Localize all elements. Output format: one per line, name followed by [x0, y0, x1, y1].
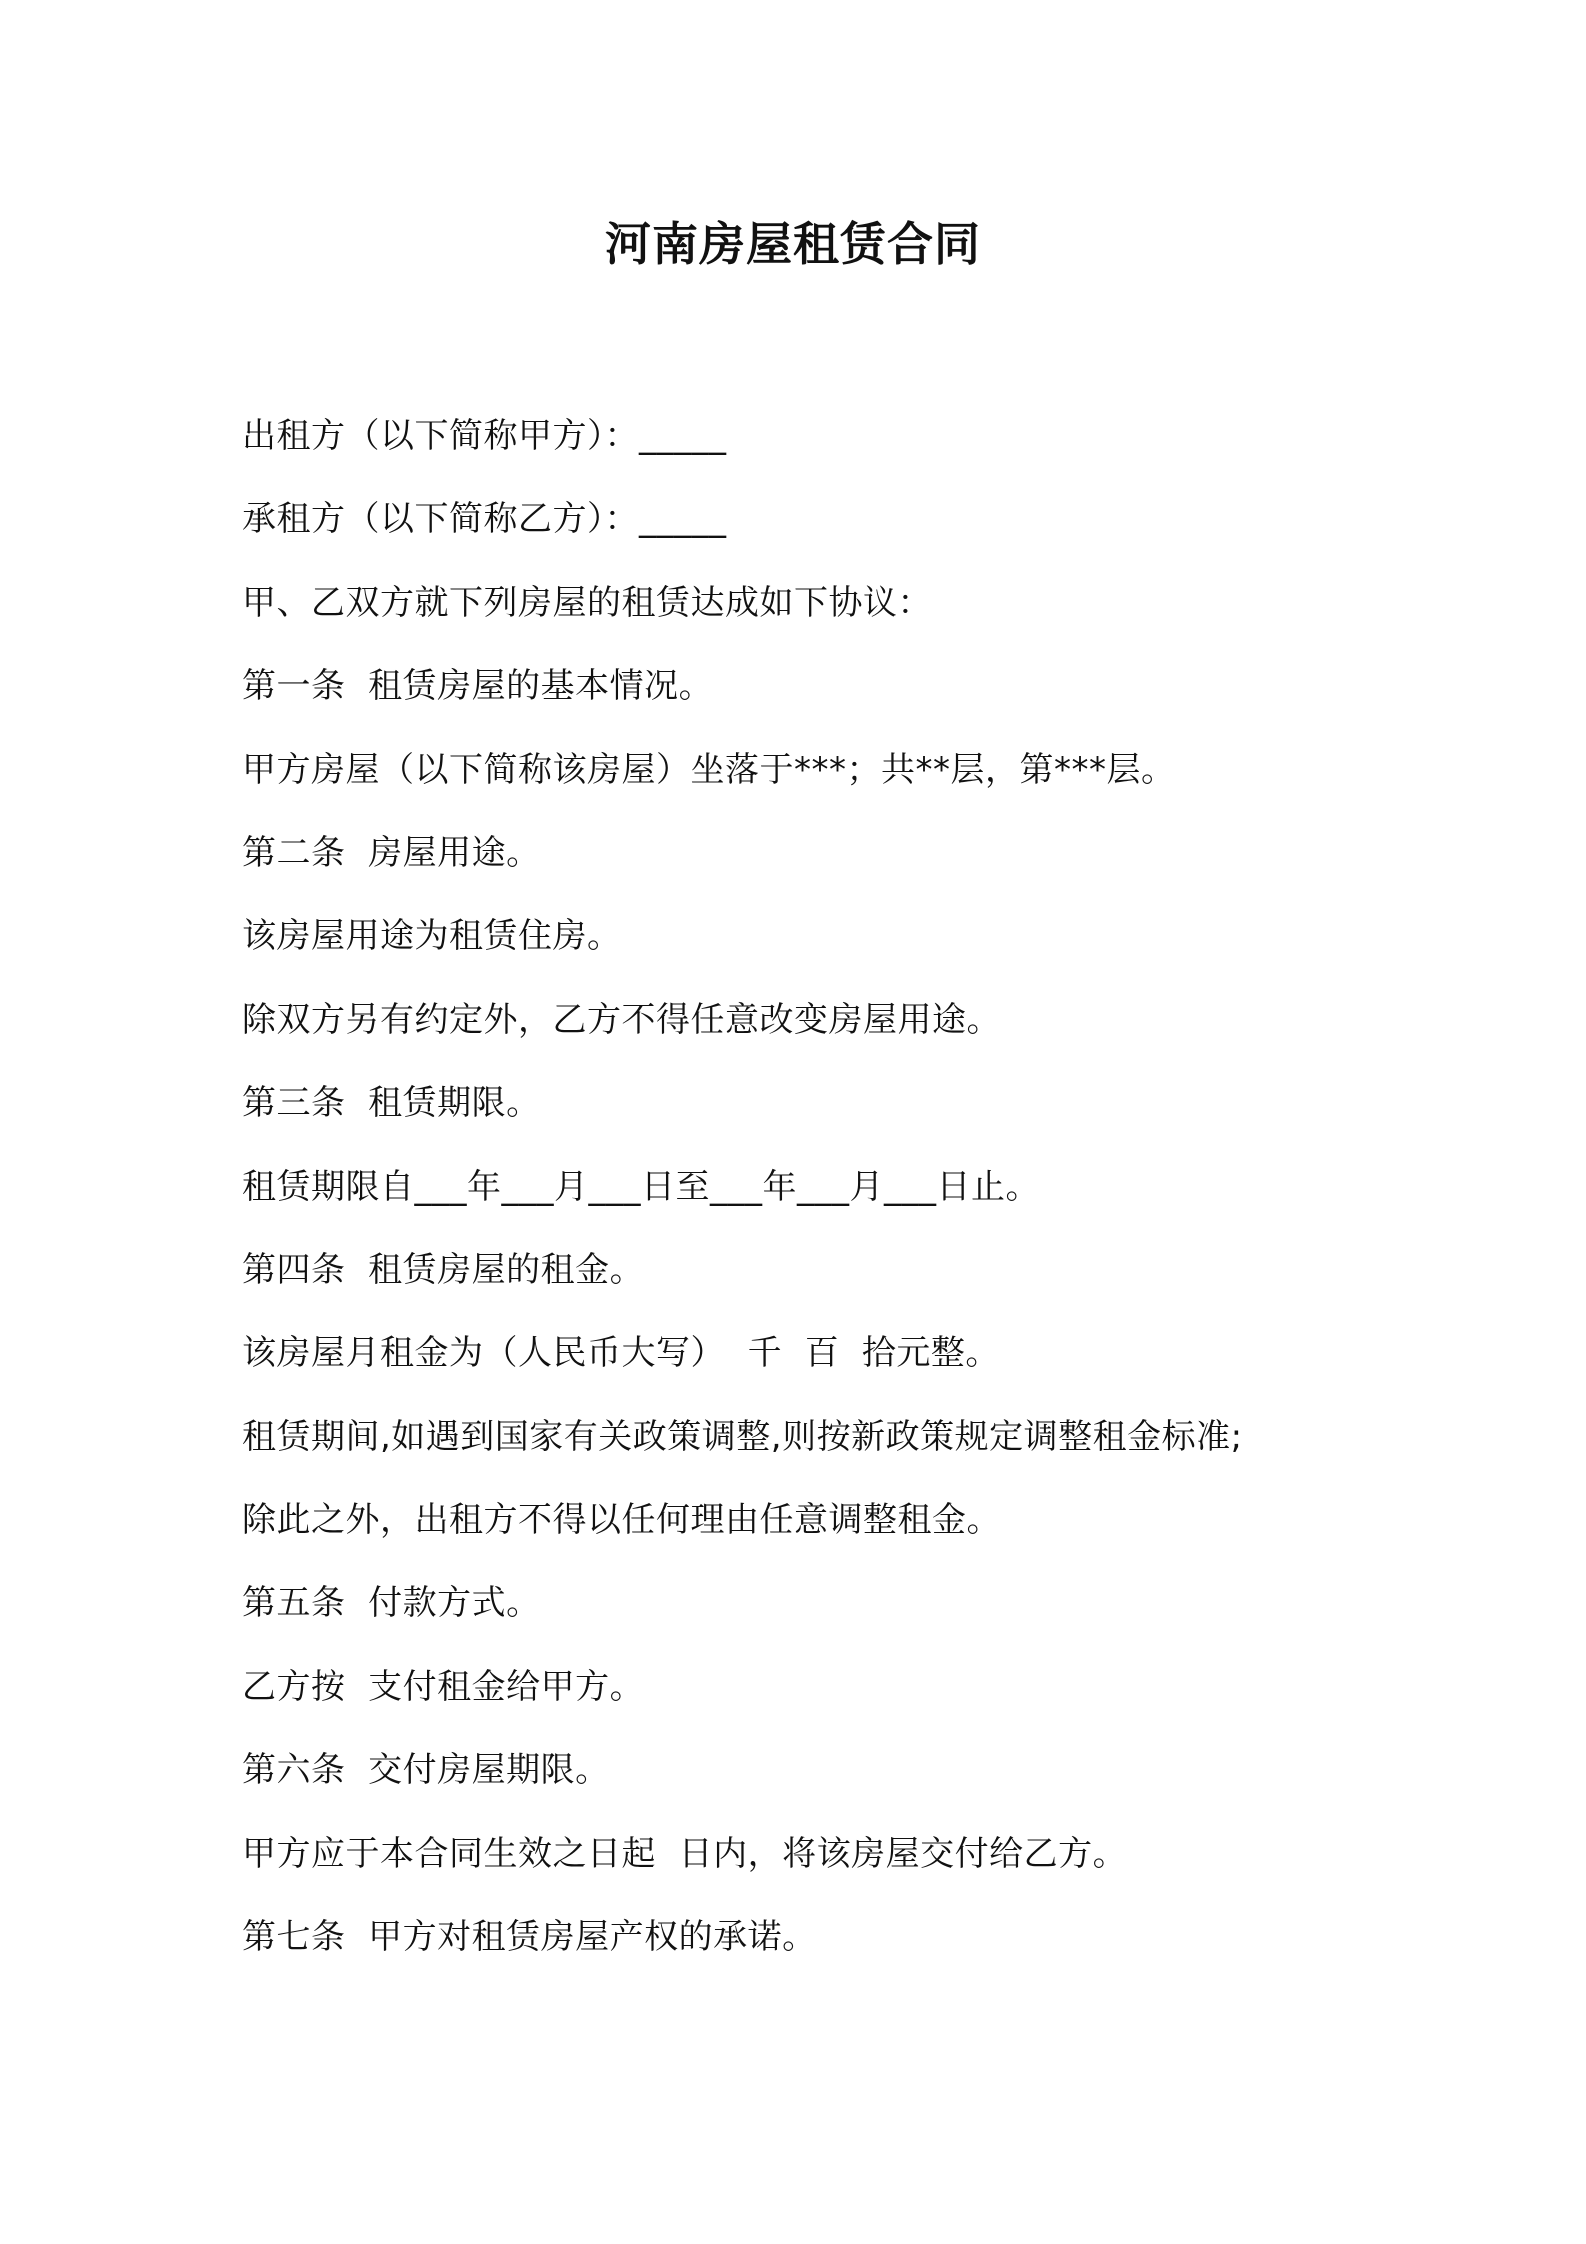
document-title: 河南房屋租赁合同	[605, 217, 981, 271]
body-line-agreement-intro: 甲、乙双方就下列房屋的租赁达成如下协议：	[242, 582, 932, 623]
article-6-text: 甲方应于本合同生效之日起 日内，将该房屋交付给乙方。	[242, 1833, 1128, 1874]
article-4-text-3: 除此之外，出租方不得以任何理由任意调整租金。	[242, 1500, 1001, 1541]
article-6-heading: 第六条 交付房屋期限。	[242, 1750, 610, 1791]
body-line-party-b: 承租方（以下简称乙方）：_____	[242, 499, 727, 540]
article-4-text-1: 该房屋月租金为（人民币大写） 千 百 拾元整。	[242, 1333, 1000, 1374]
article-3-text: 租赁期限自___年___月___日至___年___月___日止。	[242, 1166, 1040, 1207]
article-5-heading: 第五条 付款方式。	[242, 1583, 541, 1624]
article-1-heading: 第一条 租赁房屋的基本情况。	[242, 666, 714, 707]
document-body	[242, 406, 1442, 1990]
article-4-heading: 第四条 租赁房屋的租金。	[242, 1249, 645, 1290]
article-3-heading: 第三条 租赁期限。	[242, 1083, 541, 1124]
article-1-text: 甲方房屋（以下简称该房屋）坐落于***；共**层，第***层。	[242, 749, 1176, 790]
article-2-heading: 第二条 房屋用途。	[242, 832, 541, 873]
article-2-text-2: 除双方另有约定外，乙方不得任意改变房屋用途。	[242, 999, 1001, 1040]
article-2-text-1: 该房屋用途为租赁住房。	[242, 916, 622, 957]
article-7-heading: 第七条 甲方对租赁房屋产权的承诺。	[242, 1917, 817, 1958]
article-4-text-2: 租赁期间,如遇到国家有关政策调整,则按新政策规定调整租金标准;	[242, 1416, 1243, 1457]
body-line-party-a: 出租方（以下简称甲方）：_____	[242, 416, 727, 456]
article-5-text: 乙方按 支付租金给甲方。	[242, 1666, 645, 1707]
